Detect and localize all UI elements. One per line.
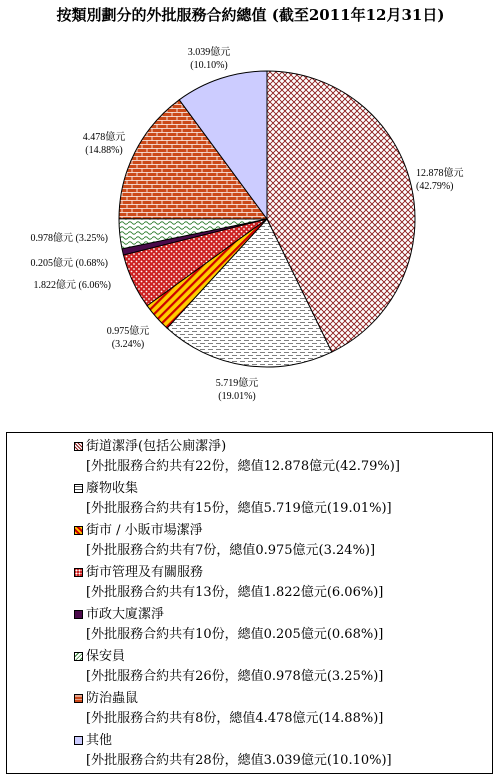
legend-item-1 bbox=[74, 439, 400, 475]
chart-title: 按類別劃分的外批服務合約總值 (截至2011年12月31日) bbox=[56, 6, 445, 24]
legend-item-7 bbox=[74, 691, 383, 727]
percent-label-3: (3.24%) bbox=[111, 339, 145, 350]
legend-detail-6: [外批服務合約共有26份，總值0.978億元(3.25%)] bbox=[86, 669, 384, 684]
legend-swatch-7 bbox=[74, 694, 83, 703]
legend-swatch-5 bbox=[74, 610, 83, 619]
data-label-3: 0.975億元 bbox=[106, 326, 150, 337]
legend-swatch-8 bbox=[74, 736, 83, 745]
percent-label-2: (19.01%) bbox=[218, 391, 256, 402]
data-label-2: 5.719億元 bbox=[215, 378, 259, 389]
data-label-7: 4.478億元 bbox=[82, 132, 126, 143]
legend-label-4: 街市管理及有關服務 bbox=[86, 565, 204, 580]
legend-swatch-2 bbox=[74, 484, 83, 493]
legend-swatch-6 bbox=[74, 652, 83, 661]
legend-label-8: 其他 bbox=[86, 733, 113, 748]
percent-label-8: (10.10%) bbox=[190, 60, 228, 71]
data-label-4: 1.822億元 (6.06%) bbox=[33, 280, 111, 291]
legend-label-6: 保安員 bbox=[86, 649, 126, 664]
legend-detail-5: [外批服務合約共有10份，總值0.205億元(0.68%)] bbox=[86, 627, 384, 642]
legend-detail-3: [外批服務合約共有7份，總值0.975億元(3.24%)] bbox=[86, 543, 376, 558]
legend-item-4 bbox=[74, 565, 383, 601]
data-label-5: 0.205億元 (0.68%) bbox=[30, 258, 108, 269]
legend-detail-4: [外批服務合約共有13份，總值1.822億元(6.06%)] bbox=[86, 585, 384, 600]
data-label-1: 12.878億元 bbox=[416, 168, 464, 179]
legend-swatch-4 bbox=[74, 568, 83, 577]
data-label-8: 3.039億元 bbox=[187, 47, 231, 58]
legend-detail-8: [外批服務合約共有28份，總值3.039億元(10.10%)] bbox=[86, 753, 392, 768]
pie-slices bbox=[119, 71, 415, 367]
legend-detail-2: [外批服務合約共有15份，總值5.719億元(19.01%)] bbox=[86, 501, 392, 516]
legend-item-6 bbox=[74, 649, 383, 685]
legend-label-1: 街道潔淨(包括公廁潔淨) bbox=[86, 439, 227, 454]
legend-item-8 bbox=[74, 733, 392, 769]
legend-label-3: 街市 / 小販市場潔淨 bbox=[86, 523, 203, 538]
percent-label-7: (14.88%) bbox=[85, 145, 123, 156]
legend-swatch-1 bbox=[74, 442, 83, 451]
legend-swatch-3 bbox=[74, 526, 83, 535]
legend-item-5 bbox=[74, 607, 383, 643]
legend-label-2: 廢物收集 bbox=[86, 481, 139, 496]
percent-label-1: (42.79%) bbox=[416, 181, 454, 192]
legend-label-7: 防治蟲鼠 bbox=[86, 691, 139, 706]
legend-detail-1: [外批服務合約共有22份，總值12.878億元(42.79%)] bbox=[86, 459, 400, 474]
legend-item-2 bbox=[74, 481, 392, 517]
legend-detail-7: [外批服務合約共有8份，總值4.478億元(14.88%)] bbox=[86, 711, 384, 726]
legend-item-3 bbox=[74, 523, 375, 559]
data-label-6: 0.978億元 (3.25%) bbox=[30, 233, 108, 244]
legend bbox=[6, 432, 493, 774]
legend-label-5: 市政大廈潔淨 bbox=[86, 607, 165, 622]
